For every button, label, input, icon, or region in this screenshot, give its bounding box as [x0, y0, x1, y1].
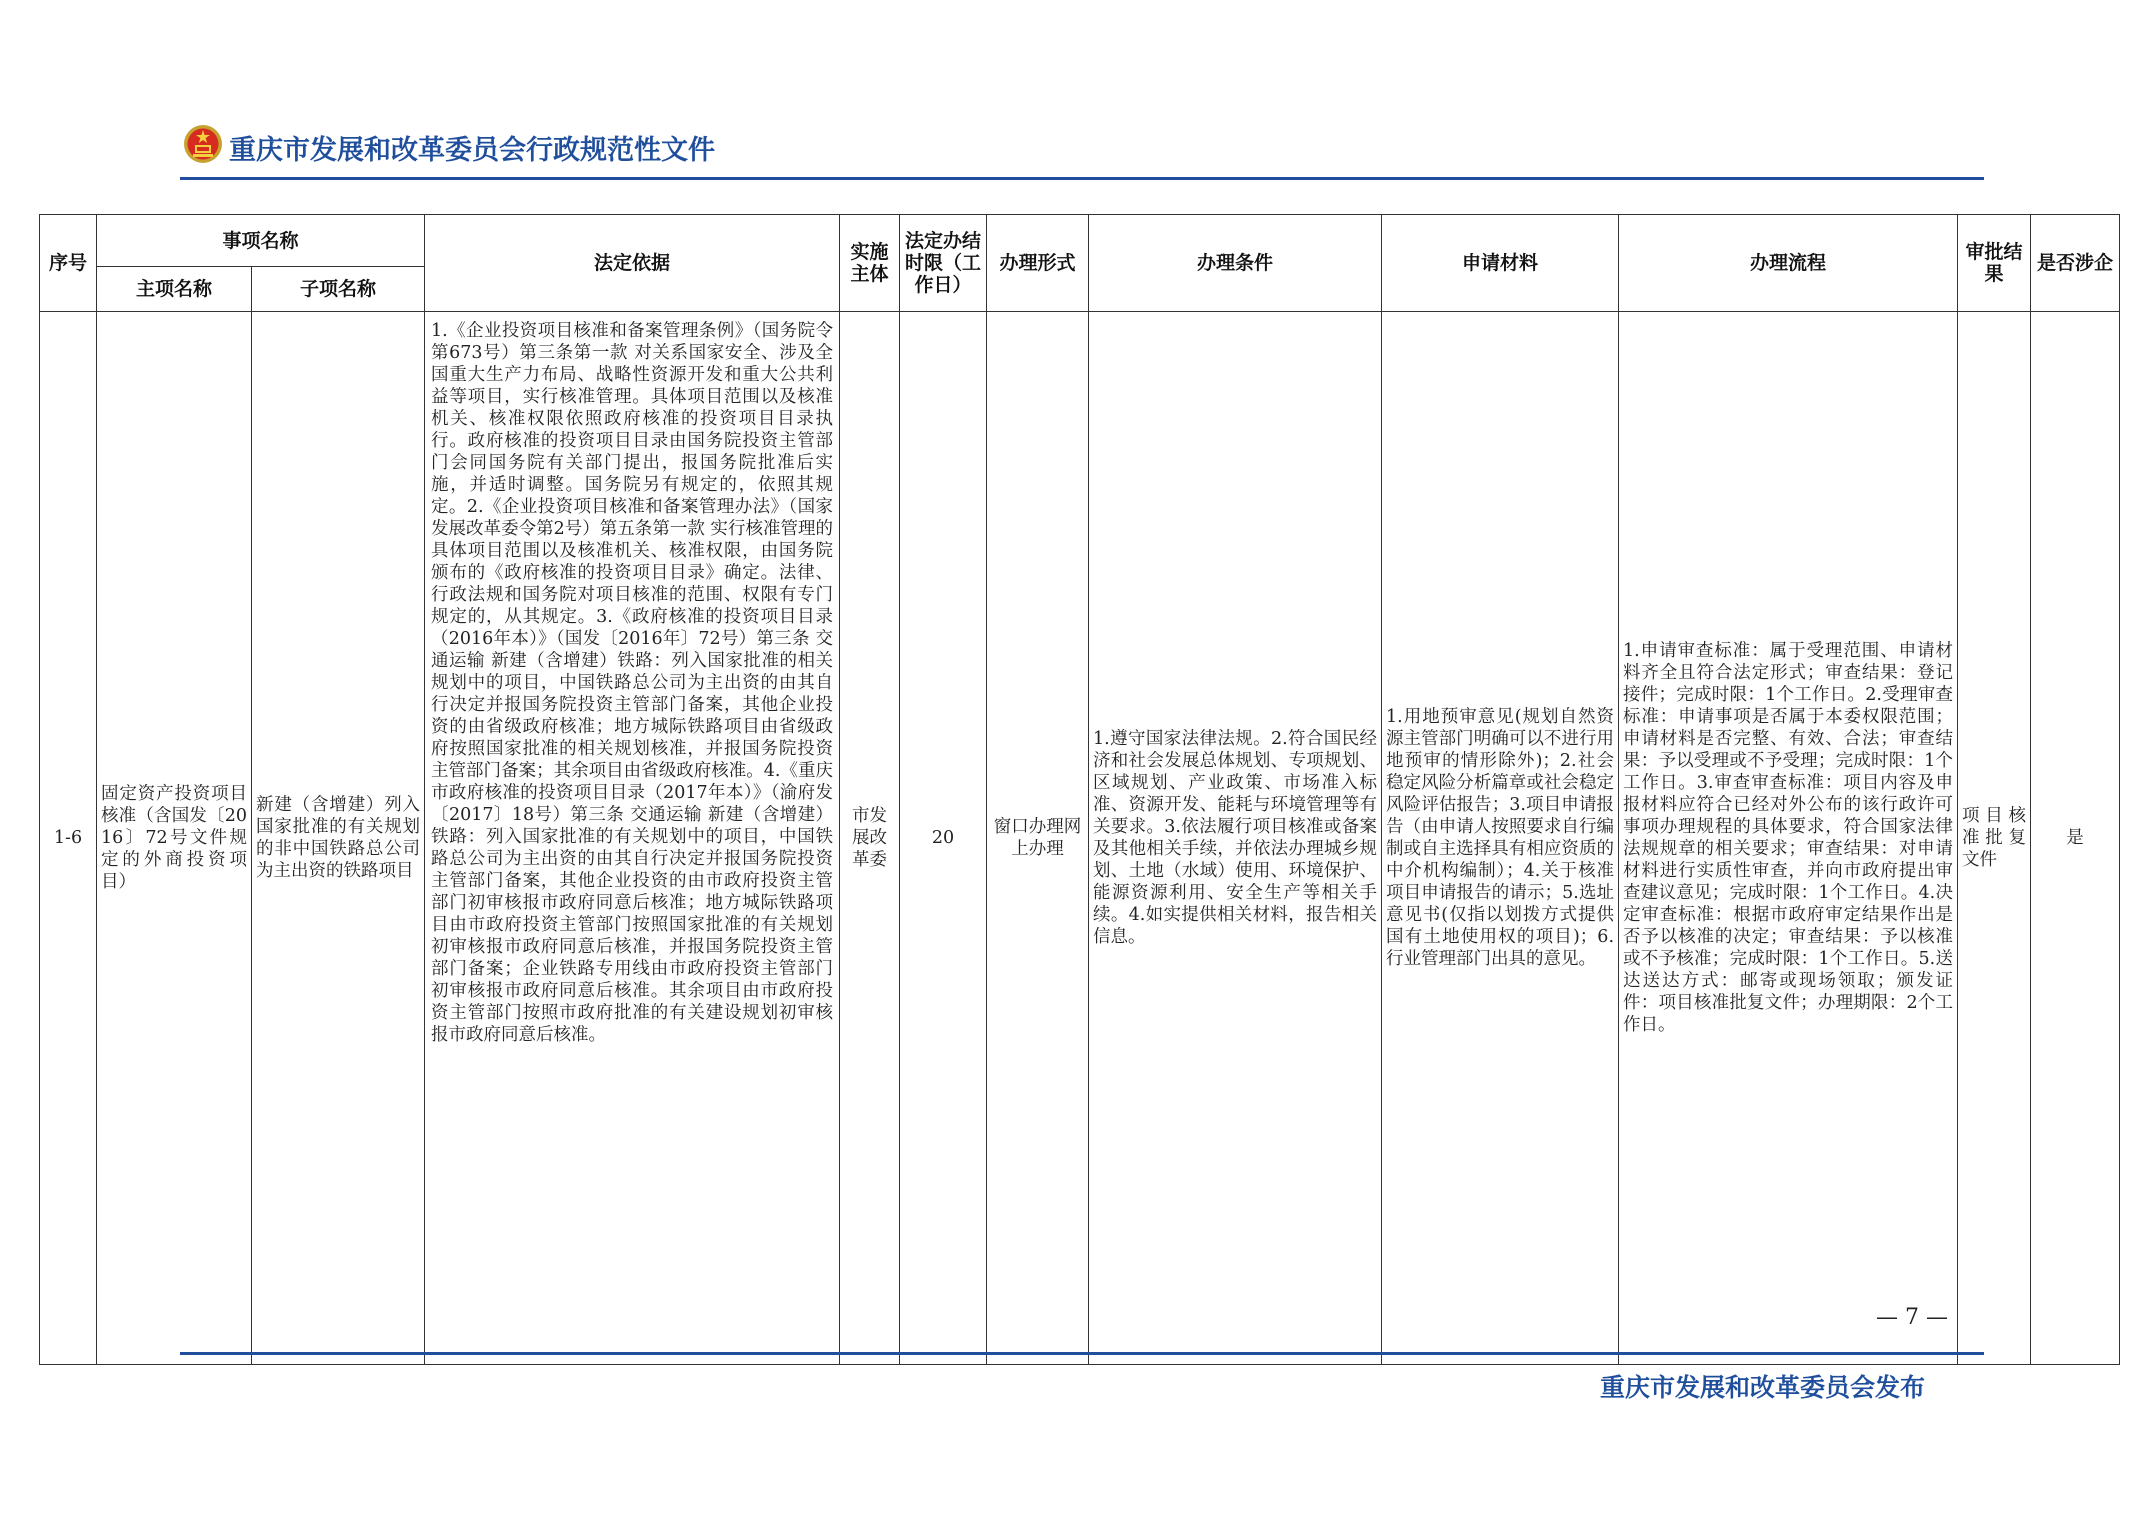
cell-enterprise: 是 [2031, 312, 2120, 1365]
header-result: 审批结果 [1958, 215, 2031, 312]
header-legal-basis: 法定依据 [425, 215, 840, 312]
header-time-limit: 法定办结时限（工作日） [900, 215, 987, 312]
header-rule [180, 177, 1984, 180]
footer-publisher: 重庆市发展和改革委员会发布 [1600, 1373, 1926, 1402]
page-number: — 7 — [1876, 1305, 1948, 1330]
cell-materials: 1.用地预审意见(规划自然资源主管部门明确可以不进行用地预审的情形除外)；2.社会稳定风险分析篇章或社会稳定风险评估报告；3.项目申请报告（由申请人按照要求自行编制或自主选择具有相应资质的中介机构编制）；4.关于核准项目申请报告的请示；5.选址意见书(仅指以划拨方式提供国有土地使用权的项目)；6.行业管理部门出具的意见。 [1382, 312, 1619, 1365]
cell-conditions: 1.遵守国家法律法规。2.符合国民经济和社会发展总体规划、专项规划、区域规划、产业政策、市场准入标准、资源开发、能耗与环境管理等有关要求。3.依法履行项目核准或备案及其他相关手续，并依法办理城乡规划、土地（水域）使用、环境保护、能源资源利用、安全生产等相关手续。4.如实提供相关材料，报告相关信息。 [1089, 312, 1382, 1365]
header-enterprise: 是否涉企 [2031, 215, 2120, 312]
cell-main-name: 固定资产投资项目核准（含国发〔2016〕72号文件规定的外商投资项目） [97, 312, 252, 1365]
header-process: 办理流程 [1619, 215, 1958, 312]
header-materials: 申请材料 [1382, 215, 1619, 312]
cell-process: 1.申请审查标准：属于受理范围、申请材料齐全且符合法定形式；审查结果：登记接件；完成时限：1个工作日。2.受理审查标准：申请事项是否属于本委权限范围；申请材料是否完整、有效、合法；审查结果：予以受理或不予受理；完成时限：1个工作日。3.审查审查标准：项目内容及申报材料应符合已经对外公布的该行政许可事项办理规程的具体要求，符合国家法律法规规章的相关要求；审查结果：对申请材料进行实质性审查，并向市政府提出审查建议意见；完成时限：1个工作日。4.决定审查标准：根据市政府审定结果作出是否予以核准的决定；审查结果：予以核准或不予核准；完成时限：1个工作日。5.送达送达方式：邮寄或现场领取；颁发证件：项目核准批复文件；办理期限：2个工作日。 [1619, 312, 1958, 1365]
cell-form: 窗口办理网上办理 [987, 312, 1089, 1365]
header-item-name: 事项名称 [97, 215, 425, 267]
national-emblem-icon [183, 124, 223, 164]
footer-rule [180, 1352, 1984, 1355]
header-sub-name: 子项名称 [252, 267, 425, 312]
item-table [39, 214, 2120, 1365]
cell-time-limit: 20 [900, 312, 987, 1365]
cell-seq: 1-6 [40, 312, 97, 1365]
header-form: 办理形式 [987, 215, 1089, 312]
header-conditions: 办理条件 [1089, 215, 1382, 312]
table-row [40, 312, 2120, 1365]
cell-result: 项目核准批复文件 [1958, 312, 2031, 1365]
cell-sub-name: 新建（含增建）列入国家批准的有关规划的非中国铁路总公司为主出资的铁路项目 [252, 312, 425, 1365]
page-header [183, 124, 1983, 168]
header-agency: 实施主体 [840, 215, 900, 312]
cell-legal-basis [425, 312, 840, 1365]
header-main-name: 主项名称 [97, 267, 252, 312]
legal-basis-text: 1.《企业投资项目核准和备案管理条例》（国务院令第673号）第三条第一款 对关系国家安全、涉及全国重大生产力布局、战略性资源开发和重大公共利益等项目，实行核准管理。具体项目范围以及核准机关、核准权限依照政府核准的投资项目目录执行。政府核准的投资项目目录由国务院投资主管部门会同国务院有关部门提出，报国务院批准后实施，并适时调整。国务院另有规定的，依照其规定。2.《企业投资项目核准和备案管理办法》（国家发展改革委令第2号）第五条第一款 实行核准管理的具体项目范围以及核准机关、核准权限，由国务院颁布的《政府核准的投资项目目录》确定。法律、行政法规和国务院对项目核准的范围、权限有专门规定的，从其规定。3.《政府核准的投资项目目录（2016年本）》（国发〔2016年〕72号）第三条 交通运输 新建（含增建）铁路：列入国家批准的相关规划中的项目，中国铁路总公司为主出资的由其自行决定并报国务院投资主管部门备案，其他企业投资的由省级政府核准；地方城际铁路项目由省级政府按照国家批准的相关规划核准，并报国务院投资主管部门备案；其余项目由省级政府核准。4.《重庆市政府核准的投资项目目录（2017年本）》（渝府发〔2017〕18号）第三条 交通运输 新建（含增建）铁路：列入国家批准的有关规划中的项目，中国铁路总公司为主出资的由其自行决定并报国务院投资主管部门备案，其他企业投资的由市政府投资主管部门初审核报市政府同意后核准；地方城际铁路项目由市政府投资主管部门按照国家批准的有关规划初审核报市政府同意后核准，并报国务院投资主管部门备案；企业铁路专用线由市政府投资主管部门初审核报市政府同意后核准。其余项目由市政府投资主管部门按照市政府批准的有关建设规划初审核报市政府同意后核准。 [431, 321, 834, 1045]
header-title: 重庆市发展和改革委员会行政规范性文件 [229, 135, 715, 166]
cell-agency: 市发展改革委 [840, 312, 900, 1365]
header-seq: 序号 [40, 215, 97, 312]
